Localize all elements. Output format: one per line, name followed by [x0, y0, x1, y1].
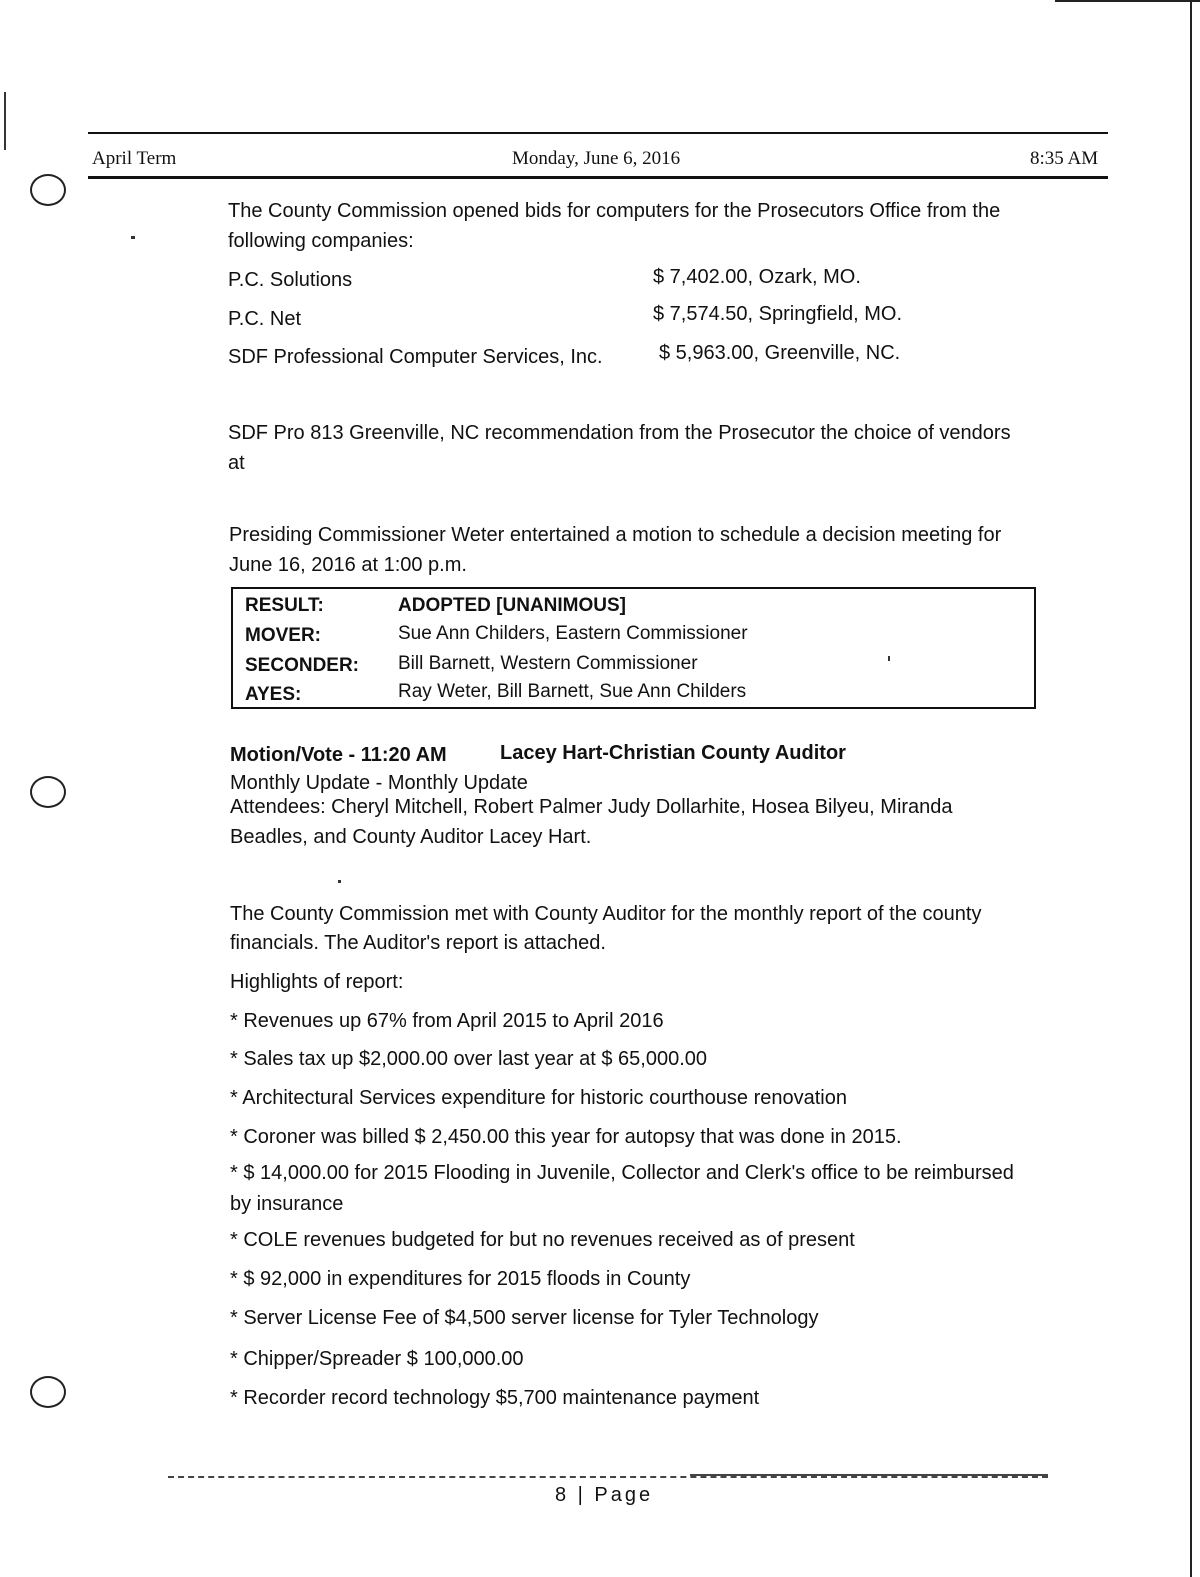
bid-amount: $ 7,402.00, Ozark, MO.	[653, 266, 861, 288]
header-bottom-rule	[88, 176, 1108, 179]
scan-edge-right	[1190, 0, 1192, 1577]
scan-speck	[888, 656, 890, 661]
bid-company: P.C. Solutions	[228, 269, 353, 291]
highlight-item: * Server License Fee of $4,500 server license for Tyler Technology	[230, 1307, 819, 1329]
header-term: April Term	[92, 148, 177, 169]
scan-edge-top	[1055, 0, 1200, 2]
ayes-label: AYES:	[245, 684, 302, 705]
vote-result-box	[231, 587, 1036, 709]
mover-label: MOVER:	[245, 625, 321, 646]
header-top-rule	[88, 132, 1108, 134]
mover-value: Sue Ann Childers, Eastern Commissioner	[398, 623, 748, 644]
highlight-item: * Chipper/Spreader $ 100,000.00	[230, 1348, 524, 1370]
bid-amount: $ 5,963.00, Greenville, NC.	[659, 342, 901, 364]
agenda-item-title: Lacey Hart-Christian County Auditor	[500, 742, 846, 764]
agenda-item-subtitle: Monthly Update - Monthly Update	[230, 772, 528, 794]
report-intro-line: financials. The Auditor's report is attached.	[230, 932, 606, 954]
highlight-item: * $ 92,000 in expenditures for 2015 floods in County	[230, 1268, 691, 1290]
seconder-value: Bill Barnett, Western Commissioner	[398, 653, 698, 674]
motion-line: June 16, 2016 at 1:00 p.m.	[229, 554, 467, 576]
result-label: RESULT:	[245, 595, 324, 616]
bid-amount: $ 7,574.50, Springfield, MO.	[653, 303, 903, 325]
scan-speck	[338, 880, 341, 883]
scan-edge-left	[4, 92, 6, 150]
motion-line: Presiding Commissioner Weter entertained a motion to schedule a decision meeting for	[229, 524, 1002, 546]
scan-speck	[131, 236, 135, 239]
bid-company: SDF Professional Computer Services, Inc.	[228, 346, 603, 368]
highlight-item: * $ 14,000.00 for 2015 Flooding in Juvenile, Collector and Clerk's office to be reimbursed	[230, 1162, 1014, 1184]
header-date: Monday, June 6, 2016	[512, 148, 681, 169]
highlight-item: * Architectural Services expenditure for historic courthouse renovation	[230, 1087, 847, 1109]
punch-hole-top	[30, 174, 66, 206]
bids-intro-line: following companies:	[228, 230, 414, 252]
highlight-item: * Revenues up 67% from April 2015 to April 2016	[230, 1010, 664, 1032]
attendees-line: Attendees: Cheryl Mitchell, Robert Palmer Judy Dollarhite, Hosea Bilyeu, Miranda	[230, 796, 953, 818]
bid-company: P.C. Net	[228, 308, 301, 330]
punch-hole-middle	[30, 776, 66, 808]
highlight-item: * Sales tax up $2,000.00 over last year at $ 65,000.00	[230, 1048, 707, 1070]
seconder-label: SECONDER:	[245, 655, 360, 676]
highlight-item: * Coroner was billed $ 2,450.00 this year for autopsy that was done in 2015.	[230, 1126, 902, 1148]
result-value: ADOPTED [UNANIMOUS]	[398, 595, 626, 616]
bids-intro-line: The County Commission opened bids for computers for the Prosecutors Office from the	[228, 200, 1001, 222]
attendees-line: Beadles, and County Auditor Lacey Hart.	[230, 826, 592, 848]
report-intro-line: The County Commission met with County Auditor for the monthly report of the county	[230, 903, 982, 925]
highlight-item: * COLE revenues budgeted for but no revenues received as of present	[230, 1229, 855, 1251]
highlight-item: * Recorder record technology $5,700 maintenance payment	[230, 1387, 760, 1409]
highlights-label: Highlights of report:	[230, 971, 404, 993]
recommendation-line: at	[228, 452, 245, 474]
footer-rule-solid	[690, 1474, 1048, 1476]
ayes-value: Ray Weter, Bill Barnett, Sue Ann Childers	[398, 681, 747, 702]
header-time: 8:35 AM	[1030, 148, 1099, 169]
highlight-item: by insurance	[230, 1193, 344, 1215]
recommendation-line: SDF Pro 813 Greenville, NC recommendation from the Prosecutor the choice of vendors	[228, 422, 1011, 444]
page-number: 8 | Page	[555, 1484, 654, 1506]
agenda-item-time: Motion/Vote - 11:20 AM	[230, 744, 447, 766]
punch-hole-bottom	[30, 1376, 66, 1408]
footer-rule	[168, 1476, 1048, 1478]
